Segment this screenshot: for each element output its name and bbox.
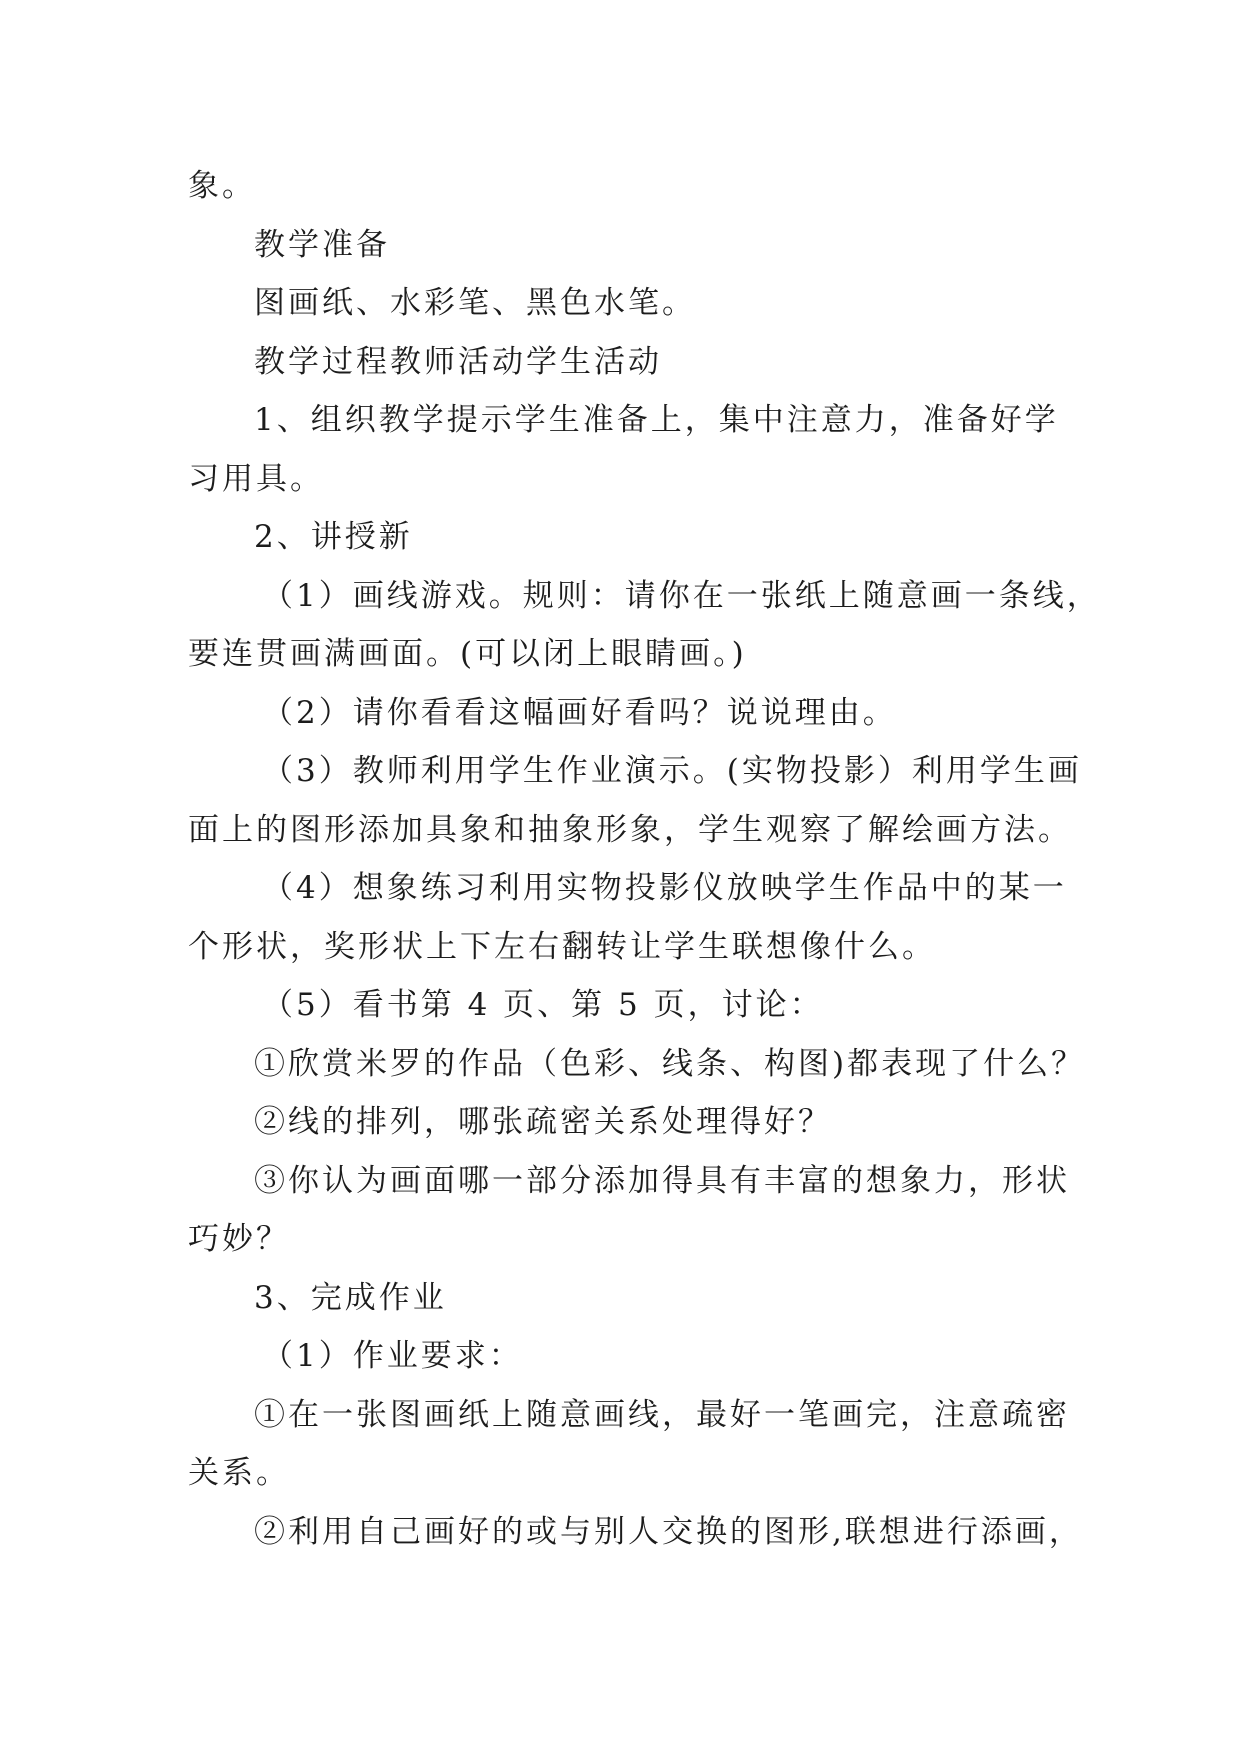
paragraph-question-1: ①欣赏米罗的作品（色彩、线条、构图)都表现了什么？: [254, 1045, 1086, 1082]
paragraph-substep-4-cont: 个形状，奖形状上下左右翻转让学生联想像什么。: [188, 928, 936, 965]
paragraph-question-3: ③你认为画面哪一部分添加得具有丰富的想象力，形状: [254, 1162, 1070, 1199]
heading-teaching-process: 教学过程教师活动学生活动: [254, 343, 662, 380]
paragraph-substep-3: （3）教师利用学生作业演示。(实物投影）利用学生画: [262, 753, 1082, 789]
paragraph-line-continuation: 象。: [188, 168, 256, 204]
heading-teaching-preparation: 教学准备: [254, 226, 390, 263]
paragraph-materials: 图画纸、水彩笔、黑色水笔。: [254, 285, 696, 321]
paragraph-substep-4: （4）想象练习利用实物投影仪放映学生作品中的某一: [262, 870, 1067, 906]
paragraph-step-1-cont: 习用具。: [188, 460, 324, 497]
paragraph-step-2: 2、讲授新: [254, 519, 413, 555]
paragraph-step-3: 3、完成作业: [254, 1279, 447, 1316]
paragraph-step-1: 1、组织教学提示学生准备上，集中注意力，准备好学: [254, 402, 1059, 438]
paragraph-question-3-cont: 巧妙？: [188, 1221, 290, 1257]
paragraph-substep-5: （5）看书第 4 页、第 5 页，讨论：: [262, 987, 824, 1023]
paragraph-question-2: ②线的排列，哪张疏密关系处理得好？: [254, 1104, 832, 1140]
paragraph-requirement-2: ②利用自己画好的或与别人交换的图形,联想进行添画，: [254, 1513, 1083, 1550]
paragraph-substep-1: （1）画线游戏。规则：请你在一张纸上随意画一条线，: [262, 577, 1101, 614]
paragraph-substep-1-cont: 要连贯画满画面。(可以闭上眼睛画。): [188, 636, 747, 672]
paragraph-requirement-1: ①在一张图画纸上随意画线，最好一笔画完，注意疏密: [254, 1396, 1070, 1433]
paragraph-requirement-1-cont: 关系。: [188, 1455, 290, 1491]
paragraph-homework-requirements: （1）作业要求：: [262, 1338, 523, 1374]
paragraph-substep-3-cont: 面上的图形添加具象和抽象形象，学生观察了解绘画方法。: [188, 811, 1072, 848]
paragraph-substep-2: （2）请你看看这幅画好看吗？说说理由。: [262, 694, 897, 731]
document-body: [188, 157, 1101, 1561]
